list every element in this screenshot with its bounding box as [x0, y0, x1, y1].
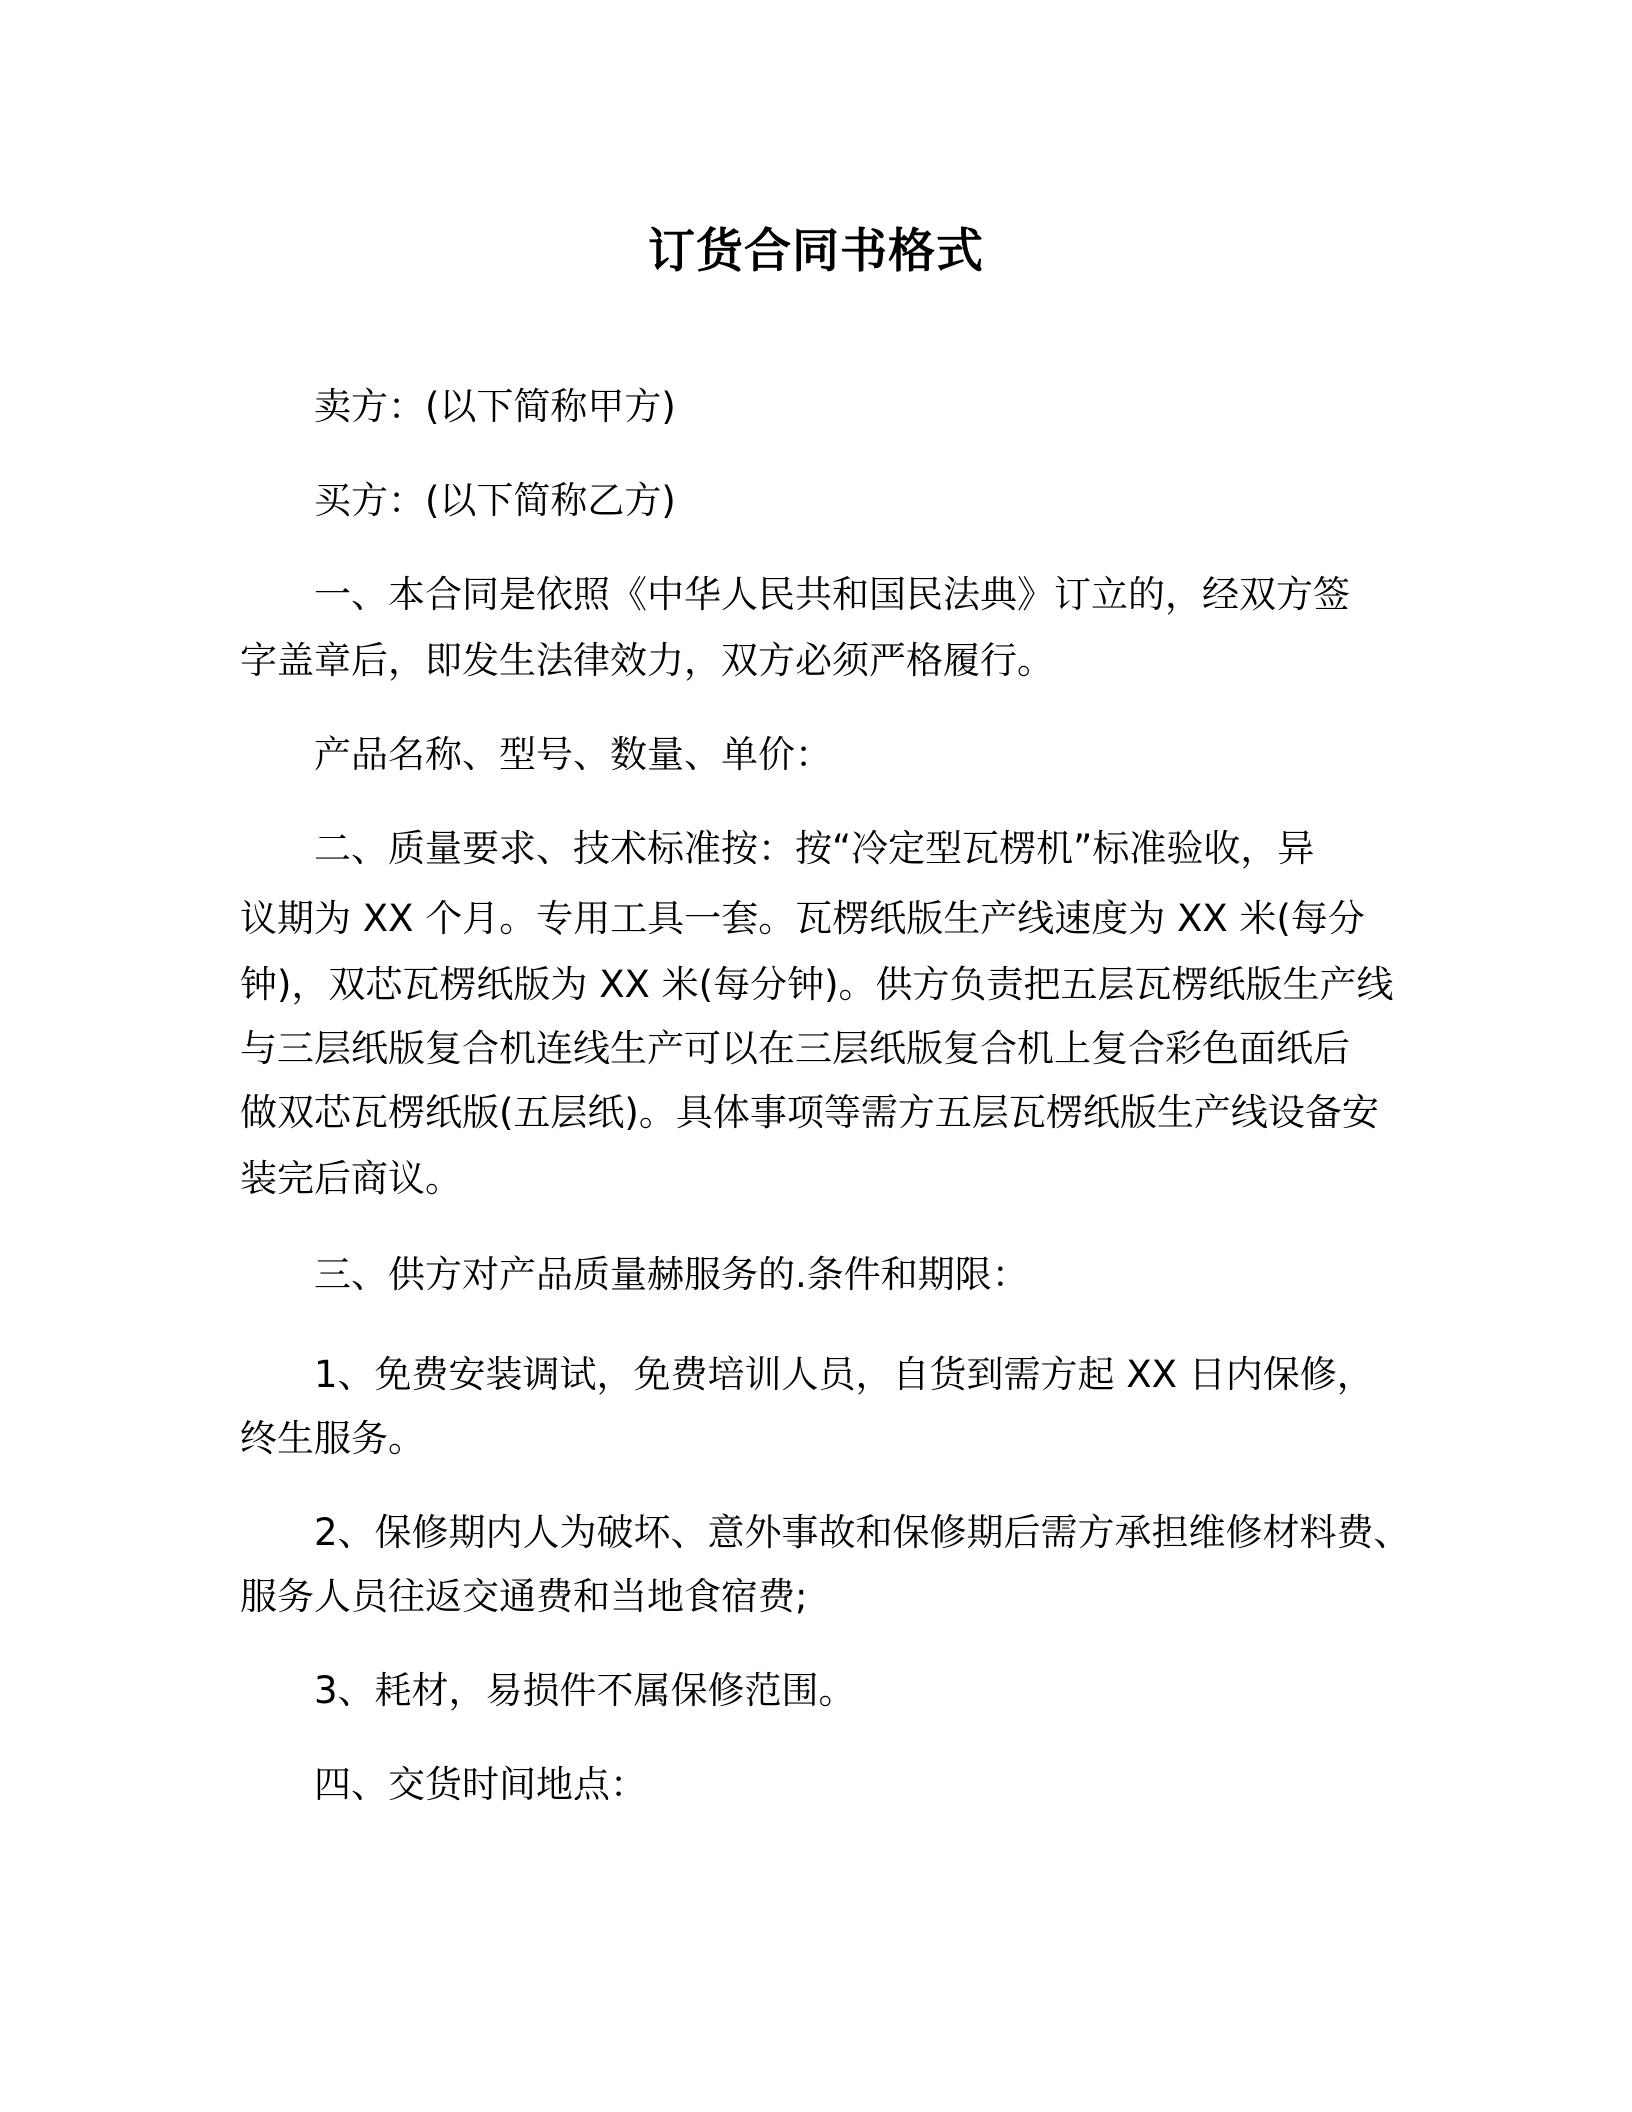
clause-2-line-2: 议期为 XX 个月。专用工具一套。瓦楞纸版生产线速度为 XX 米(每分 — [240, 897, 1365, 940]
clause-3-line: 三、供方对产品质量赫服务的.条件和期限： — [314, 1253, 1029, 1296]
clause-1-line-2: 字盖章后，即发生法律效力，双方必须严格履行。 — [240, 639, 1054, 682]
clause-1-line-1: 一、本合同是依照《中华人民共和国民法典》订立的，经双方签 — [314, 573, 1350, 616]
product-line: 产品名称、型号、数量、单价： — [314, 733, 832, 776]
item-1-line-2: 终生服务。 — [240, 1417, 425, 1460]
clause-4-line: 四、交货时间地点： — [314, 1763, 647, 1806]
item-3-line: 3、耗材，易损件不属保修范围。 — [314, 1669, 856, 1712]
buyer-line: 买方：(以下简称乙方) — [314, 479, 676, 522]
clause-2-line-3: 钟)，双芯瓦楞纸版为 XX 米(每分钟)。供方负责把五层瓦楞纸版生产线 — [240, 963, 1394, 1006]
page-title: 订货合同书格式 — [648, 224, 984, 279]
item-2-line-1: 2、保修期内人为破坏、意外事故和保修期后需方承担维修材料费、 — [314, 1511, 1411, 1554]
clause-2-line-6: 装完后商议。 — [240, 1157, 462, 1200]
clause-2-line-1: 二、质量要求、技术标准按：按“冷定型瓦楞机”标准验收，异 — [314, 827, 1315, 870]
clause-2-line-5: 做双芯瓦楞纸版(五层纸)。具体事项等需方五层瓦楞纸版生产线设备安 — [240, 1091, 1379, 1134]
seller-line: 卖方：(以下简称甲方) — [314, 385, 676, 428]
item-1-line-1: 1、免费安装调试，免费培训人员，自货到需方起 XX 日内保修， — [314, 1353, 1374, 1396]
item-2-line-2: 服务人员往返交通费和当地食宿费; — [240, 1575, 808, 1618]
clause-2-line-4: 与三层纸版复合机连线生产可以在三层纸版复合机上复合彩色面纸后 — [240, 1027, 1350, 1070]
